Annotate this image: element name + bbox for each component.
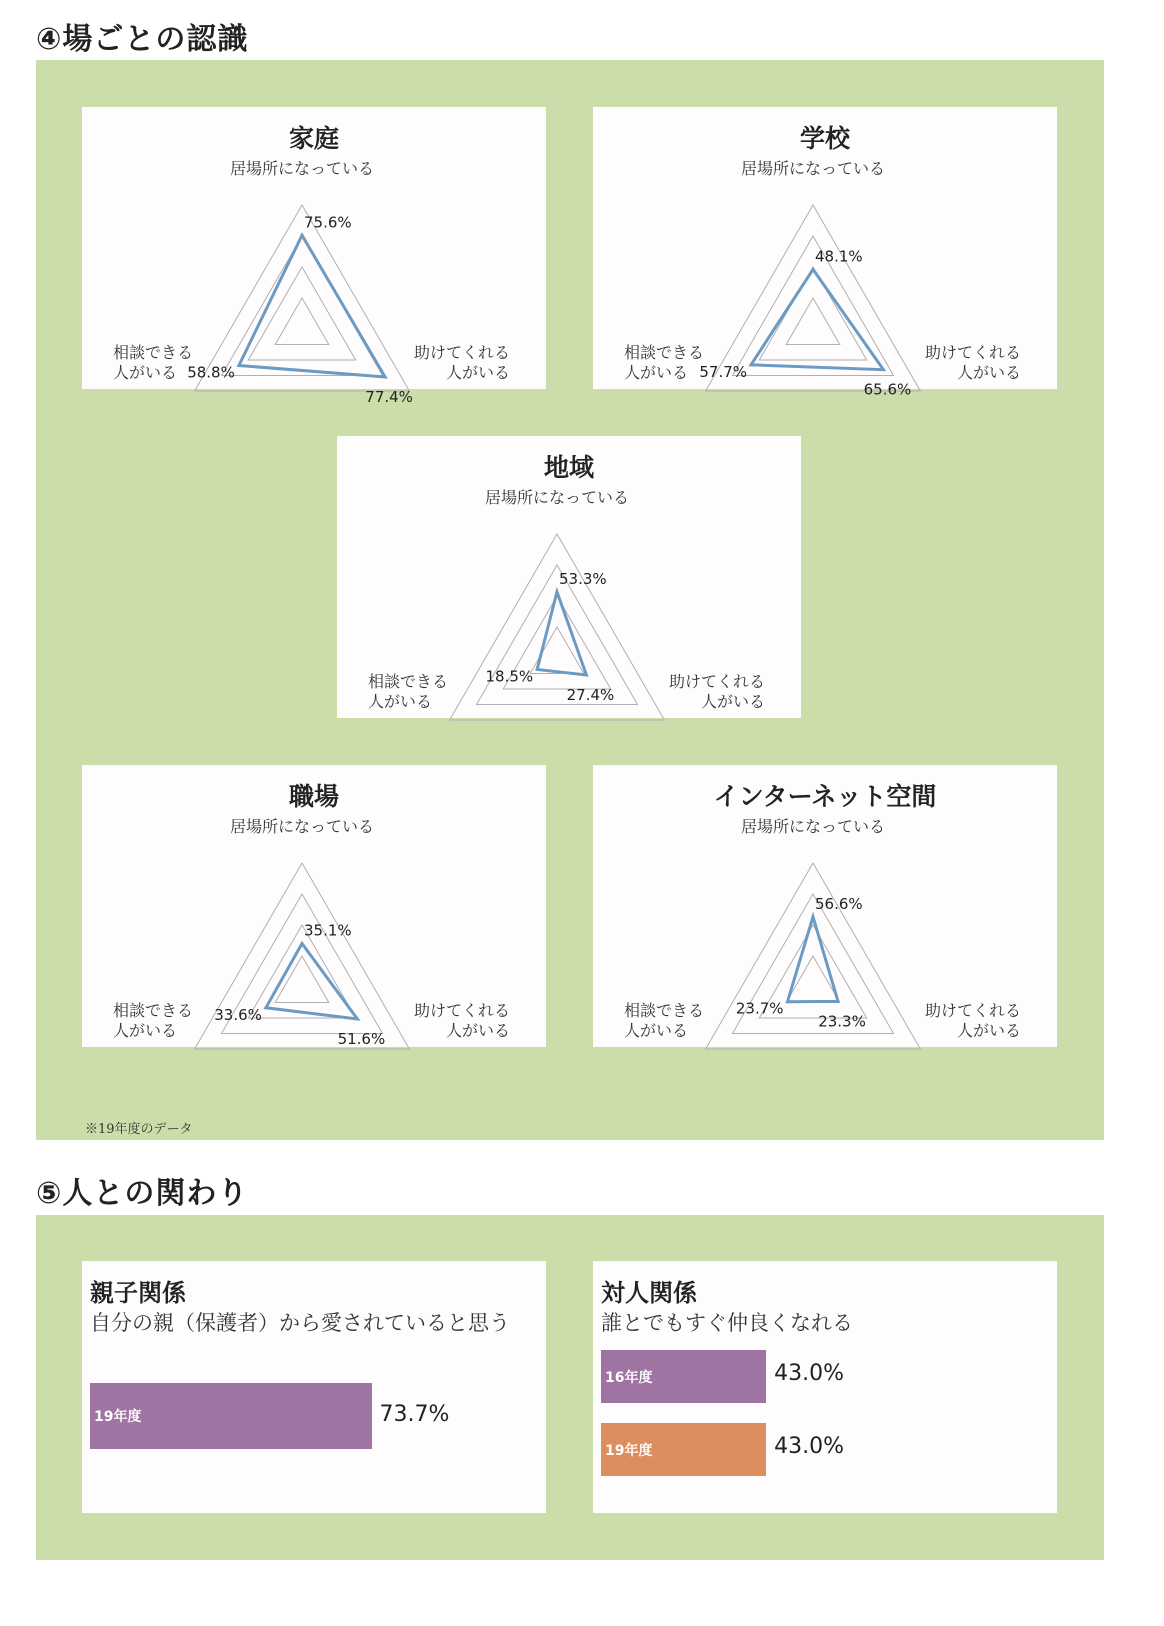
axis-label-left: 人がいる: [624, 1021, 689, 1040]
radar-point: [786, 1000, 789, 1003]
axis-label-right: 助けてくれる: [668, 672, 765, 691]
value-label-top: 75.6%: [304, 213, 352, 232]
radar-chart-home: [82, 107, 546, 406]
axis-label-left: 相談できる: [113, 343, 194, 362]
axis-label-right: 助けてくれる: [413, 343, 510, 362]
radar-chart-community: [337, 436, 801, 718]
value-label-top: 56.6%: [815, 894, 863, 913]
axis-label-left: 人がいる: [113, 1021, 178, 1040]
axis-label-left: 人がいる: [624, 363, 689, 382]
axis-label-right: 人がいる: [445, 1021, 510, 1040]
radar-grid: [759, 267, 866, 360]
radar-point: [536, 668, 539, 671]
value-label-right: 27.4%: [566, 685, 615, 704]
value-label-left: 18.5%: [485, 667, 534, 686]
value-label-top: 35.1%: [304, 921, 352, 940]
radar-point: [837, 1000, 840, 1003]
axis-label-left: 相談できる: [113, 1001, 194, 1020]
radar-series: [788, 917, 839, 1002]
chart-subtitle: 自分の親（保護者）から愛されていると思う: [90, 1311, 510, 1335]
radar-point: [301, 942, 304, 945]
bar-category-label: 19年度: [94, 1409, 142, 1425]
bar-value-label: 43.0%: [774, 1434, 844, 1459]
radar-card-community: [337, 436, 801, 718]
section-5-title: ⑤人との関わり: [36, 1176, 249, 1211]
axis-label-top: 居場所になっている: [229, 159, 375, 178]
radar-point: [237, 364, 240, 367]
radar-point: [556, 590, 559, 593]
radar-point: [882, 368, 885, 371]
value-label-top: 48.1%: [815, 247, 863, 266]
radar-point: [750, 363, 753, 366]
bar-card-parent-child: [82, 1261, 546, 1513]
radar-card-home: [82, 107, 546, 406]
radar-point: [585, 673, 588, 676]
radar-point: [301, 234, 304, 237]
radar-point: [812, 268, 815, 271]
axis-label-right: 人がいる: [956, 363, 1021, 382]
bar-card-interpersonal: [593, 1261, 1057, 1513]
radar-point: [812, 915, 815, 918]
axis-label-left: 人がいる: [113, 363, 178, 382]
chart-title: 職場: [288, 782, 339, 811]
data-note: ※19年度のデータ: [85, 1122, 193, 1137]
radar-chart-workplace: [82, 765, 546, 1047]
value-label-left: 33.6%: [214, 1005, 262, 1024]
axis-label-right: 人がいる: [700, 692, 765, 711]
bar-19: [601, 1423, 766, 1476]
value-label-right: 23.3%: [818, 1012, 866, 1031]
radar-card-school: [593, 107, 1057, 399]
axis-label-right: 助けてくれる: [413, 1001, 510, 1020]
bar-16: [601, 1350, 766, 1403]
bar-19: [90, 1383, 372, 1449]
chart-title: インターネット空間: [713, 782, 937, 811]
radar-point: [384, 375, 387, 378]
section-4-title: ④場ごとの認識: [36, 22, 249, 57]
axis-label-left: 相談できる: [624, 1001, 705, 1020]
value-label-left: 58.8%: [187, 363, 235, 382]
value-label-right: 51.6%: [337, 1029, 386, 1048]
axis-label-top: 居場所になっている: [740, 159, 886, 178]
value-label-right: 77.4%: [365, 387, 413, 406]
radar-grid: [275, 298, 329, 345]
bar-value-label: 73.7%: [379, 1402, 450, 1427]
bar-category-label: 19年度: [605, 1442, 653, 1459]
chart-title: 親子関係: [90, 1279, 186, 1307]
axis-label-right: 助けてくれる: [924, 343, 1021, 362]
value-label-right: 65.6%: [863, 380, 912, 399]
value-label-left: 57.7%: [699, 362, 748, 381]
chart-title: 地域: [543, 453, 594, 482]
axis-label-top: 居場所になっている: [484, 488, 630, 507]
radar-chart-internet: [593, 765, 1057, 1047]
radar-card-internet: [593, 765, 1057, 1047]
axis-label-right: 助けてくれる: [924, 1001, 1021, 1020]
radar-point: [264, 1006, 267, 1009]
bar-value-label: 43.0%: [774, 1361, 844, 1386]
radar-chart-school: [593, 107, 1057, 399]
chart-subtitle: 誰とでもすぐ仲良くなれる: [601, 1311, 853, 1335]
axis-label-right: 人がいる: [445, 363, 510, 382]
radar-series: [239, 235, 385, 377]
value-label-top: 53.3%: [559, 569, 607, 588]
axis-label-left: 人がいる: [368, 692, 433, 711]
axis-label-top: 居場所になっている: [229, 817, 375, 836]
axis-label-right: 人がいる: [956, 1021, 1021, 1040]
radar-card-workplace: [82, 765, 546, 1047]
chart-title: 対人関係: [601, 1279, 697, 1307]
radar-series: [266, 944, 358, 1020]
bar-category-label: 16年度: [605, 1369, 653, 1386]
axis-label-left: 相談できる: [368, 672, 449, 691]
chart-title: 家庭: [288, 124, 339, 153]
axis-label-left: 相談できる: [624, 343, 705, 362]
radar-point: [356, 1017, 359, 1020]
axis-label-top: 居場所になっている: [740, 817, 886, 836]
value-label-left: 23.7%: [735, 999, 784, 1018]
chart-title: 学校: [799, 124, 850, 153]
radar-grid: [786, 298, 840, 345]
